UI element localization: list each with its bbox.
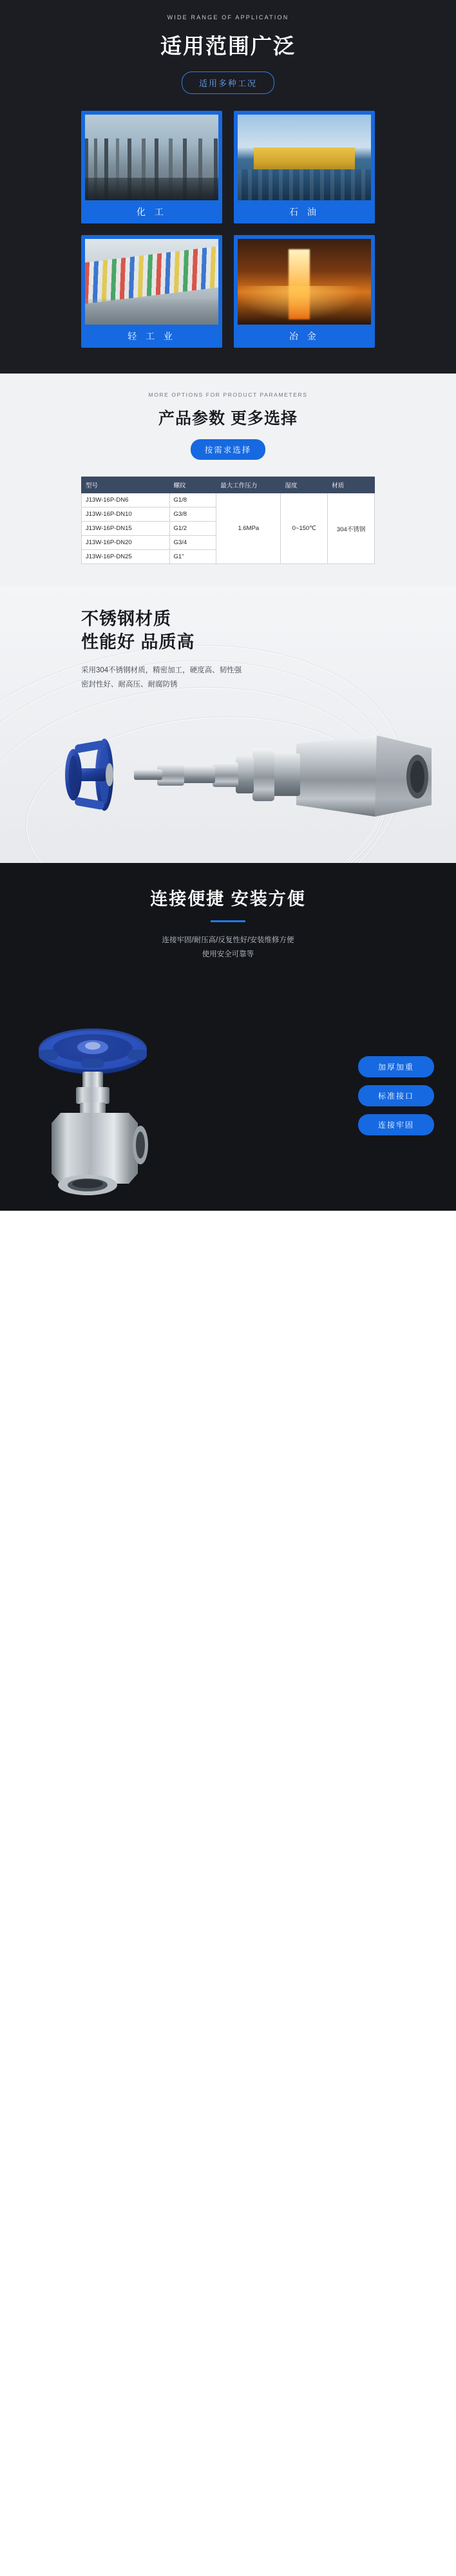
- cell-model: J13W-16P-DN6: [82, 493, 170, 507]
- cell-model: J13W-16P-DN10: [82, 507, 170, 522]
- cell-thread: G1/2: [169, 522, 216, 536]
- application-card-metallurgy: [234, 235, 375, 348]
- application-card-label: 冶 金: [289, 331, 319, 341]
- parameters-title: 产品参数 更多选择: [158, 410, 298, 428]
- application-card-grid: [81, 111, 375, 348]
- cell-thread: G3/4: [169, 536, 216, 550]
- th-pressure: 最大工作压力: [216, 477, 281, 493]
- table-header-row: [82, 477, 375, 493]
- application-pill: 适用多种工况: [182, 71, 274, 94]
- parameters-section: [0, 374, 456, 586]
- application-card-petroleum: [234, 111, 375, 223]
- application-card-label: 轻 工 业: [128, 331, 176, 341]
- application-card-light-industry: [81, 235, 222, 348]
- cell-model: J13W-16P-DN20: [82, 536, 170, 550]
- material-text-block: [81, 608, 375, 692]
- application-pill-wrap: [0, 71, 456, 94]
- title-underline: [211, 920, 245, 922]
- product-detail-page: [0, 0, 456, 1211]
- parameters-table: [81, 477, 375, 564]
- application-card-label: 化 工: [137, 207, 167, 217]
- molten-steel-icon: [238, 239, 371, 325]
- connection-tag: 标准接口: [358, 1085, 434, 1106]
- parameters-pill-wrap: [0, 439, 456, 460]
- material-heading-line2: 性能好 品质高: [81, 632, 195, 652]
- connection-tag: 加厚加重: [358, 1056, 434, 1077]
- application-section: [0, 0, 456, 374]
- needle-valve-horizontal-image: [19, 708, 438, 844]
- table-head: [82, 477, 375, 493]
- needle-valve-vertical-image: [21, 1012, 214, 1206]
- cell-pressure: 1.6MPa: [216, 493, 281, 564]
- material-desc-line2: 密封性好、耐高压、耐腐防锈: [81, 680, 178, 688]
- cell-material: 304不锈钢: [328, 493, 375, 564]
- th-thread: 螺纹: [169, 477, 216, 493]
- th-temp: 湿度: [281, 477, 328, 493]
- cell-model: J13W-16P-DN15: [82, 522, 170, 536]
- th-model: 型号: [82, 477, 170, 493]
- table-row: [82, 493, 375, 507]
- material-heading-line1: 不锈钢材质: [81, 609, 171, 629]
- th-material: 材质: [328, 477, 375, 493]
- textile-spindles-icon: [85, 239, 218, 325]
- table-body: [82, 493, 375, 564]
- parameters-pill: 按需求选择: [191, 439, 266, 460]
- connection-sub-line1: 连接牢固/耐压高/反复性好/安装维修方便: [162, 936, 294, 944]
- cell-thread: G1": [169, 550, 216, 564]
- cell-model: J13W-16P-DN25: [82, 550, 170, 564]
- cell-thread: G1/8: [169, 493, 216, 507]
- connection-tag-list: [358, 1056, 434, 1135]
- application-card-chemical: [81, 111, 222, 223]
- application-eyebrow: WIDE RANGE OF APPLICATION: [167, 14, 289, 21]
- connection-title: 连接便捷 安装方便: [150, 889, 306, 909]
- connection-sub-line2: 使用安全可靠等: [202, 950, 254, 958]
- material-section: [0, 586, 456, 863]
- material-desc-line1: 采用304不锈钢材质，精密加工，硬度高、韧性强: [81, 667, 242, 675]
- connection-tag: 连接牢固: [358, 1114, 434, 1135]
- application-title: 适用范围广泛: [160, 34, 296, 58]
- application-card-label: 石 油: [289, 207, 319, 217]
- cell-thread: G3/8: [169, 507, 216, 522]
- oil-platform-icon: [238, 115, 371, 200]
- connection-section: [0, 863, 456, 1211]
- parameters-eyebrow: MORE OPTIONS FOR PRODUCT PARAMETERS: [148, 392, 308, 398]
- cell-temp: 0~150℃: [281, 493, 328, 564]
- chemical-plant-icon: [85, 115, 218, 200]
- parameters-table-wrap: [81, 477, 375, 564]
